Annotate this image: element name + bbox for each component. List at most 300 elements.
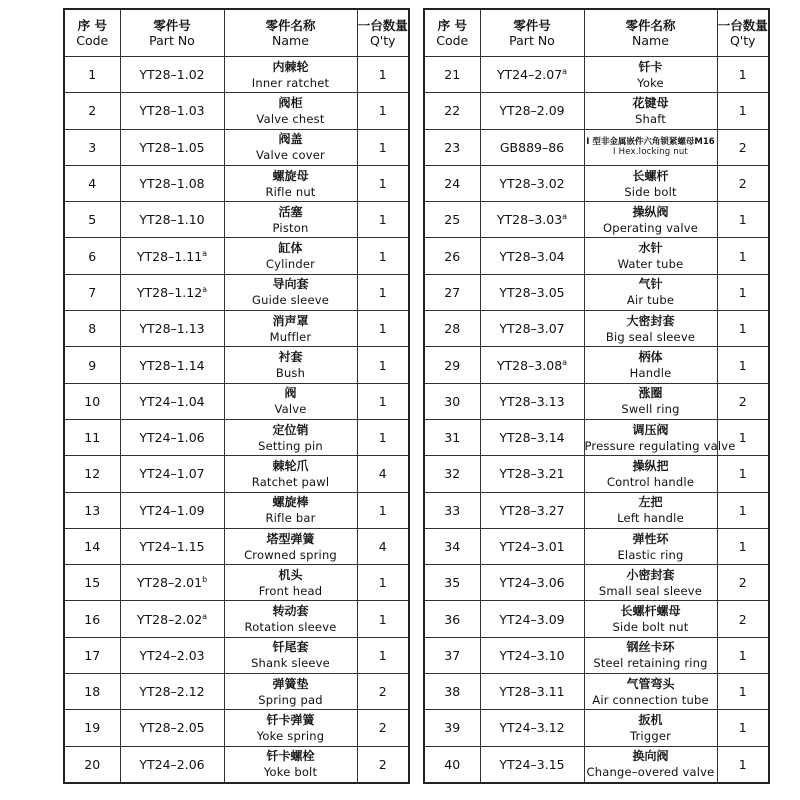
name-english: Ratchet pawl	[251, 474, 330, 489]
cell-name	[224, 238, 357, 274]
part-number: YT28–2.02	[136, 611, 203, 627]
cell-code: 10	[64, 383, 120, 419]
cell-code: 25	[424, 202, 480, 238]
part-number: YT28–3.14	[499, 430, 565, 446]
cell-qty: 1	[717, 419, 769, 455]
cell-name	[224, 746, 357, 783]
name-english: Cylinder	[265, 257, 316, 272]
header-name: 零件名称 Name	[584, 9, 717, 57]
cell-qty: 4	[357, 456, 409, 492]
name-english: Guide sleeve	[251, 293, 330, 308]
cell-qty: 1	[717, 492, 769, 528]
cell-part-no	[120, 383, 224, 419]
table-row	[64, 528, 409, 564]
cell-part-no	[120, 202, 224, 238]
part-number: YT28–1.10	[139, 212, 205, 228]
part-number: YT28–3.11	[499, 684, 565, 700]
cell-name	[224, 565, 357, 601]
name-english: Elastic ring	[617, 547, 684, 562]
cell-part-no	[480, 202, 584, 238]
name-english: Rotation sleeve	[244, 620, 337, 635]
cell-part-no	[480, 492, 584, 528]
parts-table-right	[423, 8, 770, 784]
name-english: Side bolt	[624, 184, 677, 199]
cell-name	[224, 419, 357, 455]
cell-name	[224, 57, 357, 93]
name-chinese: 螺旋母	[272, 168, 309, 183]
name-chinese: 小密封套	[626, 567, 675, 582]
name-chinese: 操纵把	[632, 458, 669, 473]
table-row	[64, 746, 409, 783]
name-chinese: 气针	[638, 277, 663, 292]
cell-code: 14	[64, 528, 120, 564]
cell-name	[224, 202, 357, 238]
cell-name	[224, 311, 357, 347]
cell-part-no	[120, 129, 224, 165]
part-number: YT28–2.12	[139, 684, 205, 700]
cell-name	[584, 383, 717, 419]
part-number: YT24–1.04	[139, 393, 205, 409]
cell-name	[224, 129, 357, 165]
cell-name	[224, 383, 357, 419]
cell-part-no	[480, 383, 584, 419]
table-row	[424, 528, 769, 564]
cell-code: 38	[424, 674, 480, 710]
part-number: YT24–2.07	[496, 67, 563, 83]
name-english: Yoke spring	[256, 728, 325, 743]
table-row	[64, 419, 409, 455]
cell-part-no	[120, 93, 224, 129]
cell-part-no	[120, 165, 224, 201]
cell-code: 36	[424, 601, 480, 637]
name-chinese: 钎卡螺栓	[266, 749, 315, 764]
table-row	[424, 202, 769, 238]
cell-qty: 1	[357, 383, 409, 419]
name-chinese: 转动套	[272, 604, 309, 619]
part-number: YT28–1.08	[139, 176, 205, 192]
cell-qty: 1	[717, 347, 769, 383]
name-chinese: 扳机	[638, 712, 663, 727]
name-chinese: 操纵阀	[632, 204, 669, 219]
part-number: YT24–3.12	[499, 720, 565, 736]
table-row	[424, 492, 769, 528]
part-number: YT28–3.03	[496, 212, 563, 228]
table-row	[424, 565, 769, 601]
table-row	[64, 57, 409, 93]
name-chinese: 衬套	[278, 350, 303, 365]
header-part-no: 零件号 Part No	[480, 9, 584, 57]
cell-qty: 2	[357, 746, 409, 783]
table-row	[64, 165, 409, 201]
cell-name	[224, 93, 357, 129]
cell-name	[584, 601, 717, 637]
cell-qty: 1	[357, 492, 409, 528]
table-row	[424, 274, 769, 310]
part-number: YT28–1.03	[139, 103, 205, 119]
cell-name	[224, 674, 357, 710]
cell-code: 30	[424, 383, 480, 419]
part-number: YT28–3.04	[499, 248, 565, 264]
cell-name	[584, 347, 717, 383]
name-english: Control handle	[606, 474, 695, 489]
name-chinese: 气管弯头	[626, 676, 675, 691]
table-row	[64, 674, 409, 710]
part-superscript: a	[202, 284, 208, 294]
name-english: Crowned spring	[244, 547, 337, 562]
cell-qty: 1	[717, 528, 769, 564]
cell-code: 2	[64, 93, 120, 129]
cell-part-no	[120, 274, 224, 310]
header-name: 零件名称 Name	[224, 9, 357, 57]
name-chinese: 弹簧垫	[272, 676, 309, 691]
part-number: YT28–1.13	[139, 321, 205, 337]
cell-name	[584, 238, 717, 274]
name-chinese: 换向阀	[632, 749, 669, 764]
table-row	[64, 274, 409, 310]
cell-part-no	[120, 710, 224, 746]
cell-code: 26	[424, 238, 480, 274]
cell-name	[224, 274, 357, 310]
cell-part-no	[120, 674, 224, 710]
cell-qty: 2	[717, 165, 769, 201]
name-english: Left handle	[617, 511, 684, 526]
cell-part-no	[480, 710, 584, 746]
table-row	[424, 710, 769, 746]
part-number: YT28–1.14	[139, 357, 205, 373]
cell-code: 3	[64, 129, 120, 165]
part-number: YT24–3.10	[499, 647, 565, 663]
header-qty: 一台数量 Q'ty	[717, 9, 769, 57]
table-row	[64, 311, 409, 347]
table-row	[424, 601, 769, 637]
part-number: YT28–3.02	[499, 176, 565, 192]
cell-name	[584, 746, 717, 783]
name-english: Front head	[258, 583, 323, 598]
part-number: YT28–3.07	[499, 321, 565, 337]
name-chinese: 钎卡	[638, 59, 663, 74]
table-row	[424, 93, 769, 129]
table-row	[424, 383, 769, 419]
name-english: I Hex.locking nut	[613, 147, 688, 158]
name-english: Muffler	[269, 329, 312, 344]
table-row	[424, 637, 769, 673]
cell-qty: 1	[717, 57, 769, 93]
cell-name	[224, 528, 357, 564]
cell-qty: 1	[357, 238, 409, 274]
cell-qty: 1	[717, 710, 769, 746]
table-row	[424, 456, 769, 492]
cell-code: 37	[424, 637, 480, 673]
name-chinese: 钢丝卡环	[626, 640, 675, 655]
cell-name	[584, 528, 717, 564]
part-number: YT24–1.07	[139, 466, 205, 482]
part-number: YT28–2.01	[136, 575, 203, 591]
cell-qty: 2	[717, 565, 769, 601]
cell-code: 6	[64, 238, 120, 274]
cell-code: 33	[424, 492, 480, 528]
part-number: YT28–1.05	[139, 139, 205, 155]
name-english: Rifle bar	[265, 511, 316, 526]
cell-name	[584, 492, 717, 528]
cell-code: 13	[64, 492, 120, 528]
name-english: Bush	[275, 366, 306, 381]
cell-name	[584, 129, 717, 165]
cell-name	[224, 165, 357, 201]
cell-part-no	[480, 456, 584, 492]
table-row	[424, 746, 769, 783]
part-number: YT28–1.02	[139, 67, 205, 83]
name-english: Small seal sleeve	[598, 583, 703, 598]
cell-qty: 2	[717, 383, 769, 419]
cell-qty: 1	[717, 674, 769, 710]
name-chinese: 左把	[638, 495, 663, 510]
name-english: Valve chest	[256, 111, 325, 126]
name-chinese: 塔型弹簧	[266, 531, 315, 546]
name-english: Valve	[274, 402, 307, 417]
cell-part-no	[120, 456, 224, 492]
name-chinese: 花键母	[632, 95, 669, 110]
cell-qty: 1	[357, 57, 409, 93]
cell-code: 15	[64, 565, 120, 601]
cell-name	[584, 93, 717, 129]
cell-qty: 2	[357, 710, 409, 746]
cell-name	[584, 565, 717, 601]
part-number: YT28–3.27	[499, 502, 565, 518]
header-qty: 一台数量 Q'ty	[357, 9, 409, 57]
part-superscript: a	[562, 66, 568, 76]
name-chinese: 阀	[284, 386, 297, 401]
cell-code: 23	[424, 129, 480, 165]
header-code: 序 号 Code	[64, 9, 120, 57]
cell-part-no	[480, 601, 584, 637]
name-chinese: 长螺杆螺母	[620, 604, 681, 619]
table-row	[64, 637, 409, 673]
table-row	[64, 129, 409, 165]
name-english: Air connection tube	[592, 692, 709, 707]
name-chinese: 弹性环	[632, 531, 669, 546]
cell-name	[584, 311, 717, 347]
cell-part-no	[480, 93, 584, 129]
cell-code: 27	[424, 274, 480, 310]
cell-code: 21	[424, 57, 480, 93]
cell-code: 8	[64, 311, 120, 347]
name-chinese: 棘轮爪	[272, 458, 309, 473]
name-english: Piston	[272, 220, 309, 235]
name-chinese: 涨圈	[638, 386, 663, 401]
part-number: YT28–1.11	[136, 248, 203, 264]
cell-part-no	[480, 311, 584, 347]
part-number: YT28–3.13	[499, 393, 565, 409]
cell-name	[224, 456, 357, 492]
cell-name	[224, 492, 357, 528]
cell-name	[584, 637, 717, 673]
cell-part-no	[120, 57, 224, 93]
part-number: YT24–3.01	[499, 539, 565, 554]
cell-part-no	[480, 419, 584, 455]
cell-qty: 1	[717, 456, 769, 492]
part-number: YT24–3.15	[499, 756, 565, 772]
cell-part-no	[120, 746, 224, 783]
cell-name	[584, 419, 736, 455]
name-chinese: 活塞	[278, 204, 303, 219]
cell-code: 31	[424, 419, 480, 455]
cell-qty: 1	[357, 129, 409, 165]
name-english: Valve cover	[256, 148, 325, 163]
cell-code: 35	[424, 565, 480, 601]
name-english: Shaft	[635, 111, 666, 126]
cell-qty: 1	[357, 601, 409, 637]
parts-list	[63, 8, 768, 790]
name-chinese: I 型非金属嵌件六角锁紧螺母M16	[586, 137, 715, 148]
name-chinese: 柄体	[638, 350, 663, 365]
cell-part-no	[120, 528, 224, 564]
name-english: Yoke	[637, 75, 664, 90]
cell-part-no	[120, 601, 224, 637]
part-number: YT28–2.09	[499, 103, 565, 119]
cell-code: 7	[64, 274, 120, 310]
cell-code: 12	[64, 456, 120, 492]
name-english: Big seal sleeve	[605, 329, 696, 344]
cell-name	[224, 710, 357, 746]
cell-qty: 2	[717, 601, 769, 637]
name-chinese: 阀盖	[278, 132, 303, 147]
cell-part-no	[120, 347, 224, 383]
cell-qty: 1	[357, 565, 409, 601]
table-row	[64, 93, 409, 129]
part-superscript: a	[562, 357, 568, 367]
cell-qty: 1	[717, 311, 769, 347]
cell-qty: 1	[717, 238, 769, 274]
name-chinese: 内棘轮	[272, 59, 309, 74]
name-chinese: 阀柜	[278, 95, 303, 110]
cell-qty: 1	[357, 202, 409, 238]
name-english: Setting pin	[258, 438, 323, 453]
table-row	[64, 710, 409, 746]
cell-part-no	[120, 419, 224, 455]
part-number: GB889–86	[499, 139, 565, 155]
cell-part-no	[480, 674, 584, 710]
name-english: Rifle nut	[265, 184, 316, 199]
part-number: YT24–1.06	[139, 430, 205, 446]
cell-code: 40	[424, 746, 480, 783]
part-number: YT28–3.21	[499, 466, 565, 482]
cell-code: 20	[64, 746, 120, 783]
cell-code: 22	[424, 93, 480, 129]
part-number: YT24–3.06	[499, 575, 565, 591]
cell-part-no	[480, 637, 584, 673]
name-chinese: 导向套	[272, 277, 309, 292]
cell-qty: 2	[717, 129, 769, 165]
table-row	[424, 238, 769, 274]
name-chinese: 机头	[278, 567, 303, 582]
cell-part-no	[120, 238, 224, 274]
cell-part-no	[480, 347, 584, 383]
cell-name	[584, 165, 717, 201]
header-part-no: 零件号 Part No	[120, 9, 224, 57]
name-english: Water tube	[617, 257, 684, 272]
cell-code: 28	[424, 311, 480, 347]
table-row	[64, 565, 409, 601]
cell-qty: 1	[717, 746, 769, 783]
cell-code: 5	[64, 202, 120, 238]
cell-qty: 1	[357, 165, 409, 201]
cell-qty: 1	[357, 93, 409, 129]
part-number: YT28–3.05	[499, 284, 565, 300]
name-english: Steel retaining ring	[593, 656, 708, 671]
cell-name	[584, 674, 717, 710]
cell-part-no	[120, 637, 224, 673]
cell-code: 1	[64, 57, 120, 93]
table-row	[424, 57, 769, 93]
cell-code: 34	[424, 528, 480, 564]
cell-code: 16	[64, 601, 120, 637]
name-chinese: 调压阀	[632, 422, 669, 437]
header-row	[64, 9, 409, 57]
cell-part-no	[480, 746, 584, 783]
cell-part-no	[120, 492, 224, 528]
name-chinese: 缸体	[278, 241, 303, 256]
table-row	[64, 456, 409, 492]
table-row	[64, 601, 409, 637]
name-chinese: 大密封套	[626, 313, 675, 328]
cell-code: 24	[424, 165, 480, 201]
cell-code: 17	[64, 637, 120, 673]
table-row	[64, 238, 409, 274]
cell-code: 11	[64, 419, 120, 455]
name-chinese: 螺旋棒	[272, 495, 309, 510]
cell-name	[224, 637, 357, 673]
parts-table-left	[63, 8, 410, 784]
table-row	[64, 383, 409, 419]
cell-part-no	[480, 165, 584, 201]
name-chinese: 定位销	[272, 422, 309, 437]
name-english: Change–overed valve	[586, 765, 715, 780]
cell-part-no	[480, 274, 584, 310]
header-row	[424, 9, 769, 57]
cell-qty: 1	[357, 274, 409, 310]
cell-code: 4	[64, 165, 120, 201]
cell-part-no	[480, 238, 584, 274]
part-number: YT24–3.09	[499, 611, 565, 627]
table-row	[424, 129, 769, 165]
part-superscript: b	[202, 575, 208, 585]
part-number: YT28–1.12	[136, 284, 203, 300]
part-number: YT24–1.09	[139, 502, 205, 518]
part-number: YT28–2.05	[139, 720, 205, 736]
name-english: Shank sleeve	[251, 656, 330, 671]
name-english: Pressure regulating valve	[584, 438, 736, 453]
name-chinese: 水针	[638, 241, 663, 256]
cell-qty: 1	[357, 311, 409, 347]
part-superscript: a	[202, 248, 208, 258]
cell-qty: 1	[717, 637, 769, 673]
part-number: YT24–2.06	[139, 756, 205, 772]
cell-part-no	[120, 311, 224, 347]
cell-part-no	[480, 129, 584, 165]
part-superscript: a	[562, 212, 568, 222]
header-code: 序 号 Code	[424, 9, 480, 57]
cell-code: 9	[64, 347, 120, 383]
cell-code: 18	[64, 674, 120, 710]
name-english: Air tube	[626, 293, 675, 308]
name-english: Operating valve	[602, 220, 699, 235]
table-row	[64, 202, 409, 238]
table-row	[424, 674, 769, 710]
cell-name	[584, 274, 717, 310]
table-row	[424, 165, 769, 201]
name-english: Side bolt nut	[612, 620, 689, 635]
name-chinese: 钎卡弹簧	[266, 712, 315, 727]
